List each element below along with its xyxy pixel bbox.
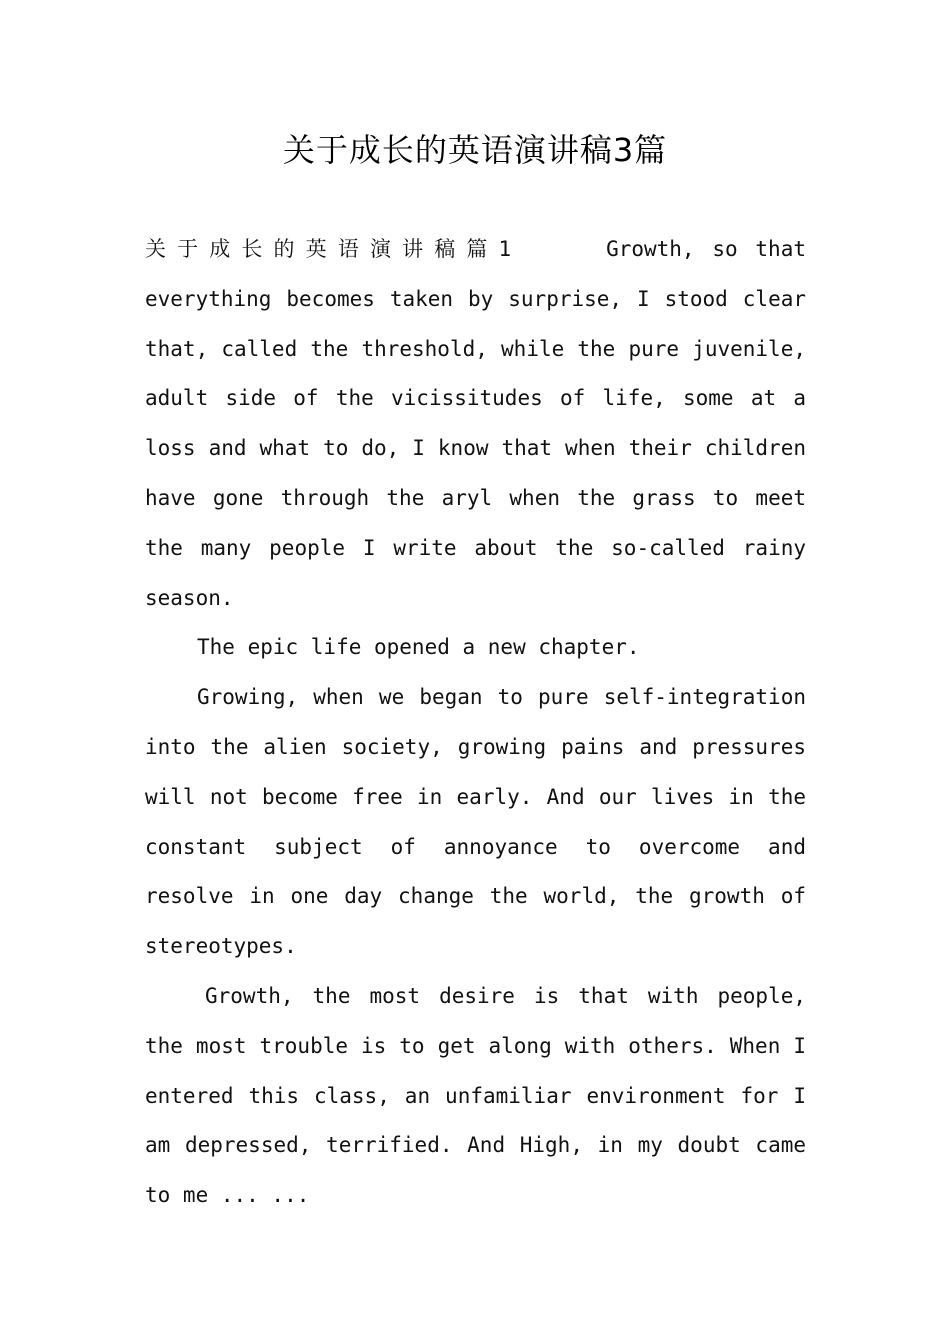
paragraph-1 (145, 225, 806, 623)
paragraph-3: Growing, when we began to pure self-integration into the alien society, growing pains and pressures will not become free in early. And our lives in the constant subject of annoyance to overcome and resolve in one day change the world, the growth of stereotypes. (145, 685, 806, 959)
paragraph-text: Growth, so that everything becomes taken by surprise, I stood clear that, called the threshold, while the pure juvenile, adult side of the vicissitudes of life, some at a loss and what to do, I know that when their children have gone through the aryl when the grass to meet the many people I write about the so-called rainy season. (145, 237, 806, 610)
paragraph-2: The epic life opened a new chapter. (197, 635, 640, 660)
document-body (145, 225, 806, 1221)
paragraph-4: Growth, the most desire is that with people, the most trouble is to get along with others. When I entered this class, an unfamiliar environment for I am depressed, terrified. And High, in my doubt came to me ... ... (145, 983, 806, 1208)
section-heading-inline: 关于成长的英语演讲稿篇1 (145, 237, 518, 261)
document-title: 关于成长的英语演讲稿3篇 (282, 131, 668, 169)
